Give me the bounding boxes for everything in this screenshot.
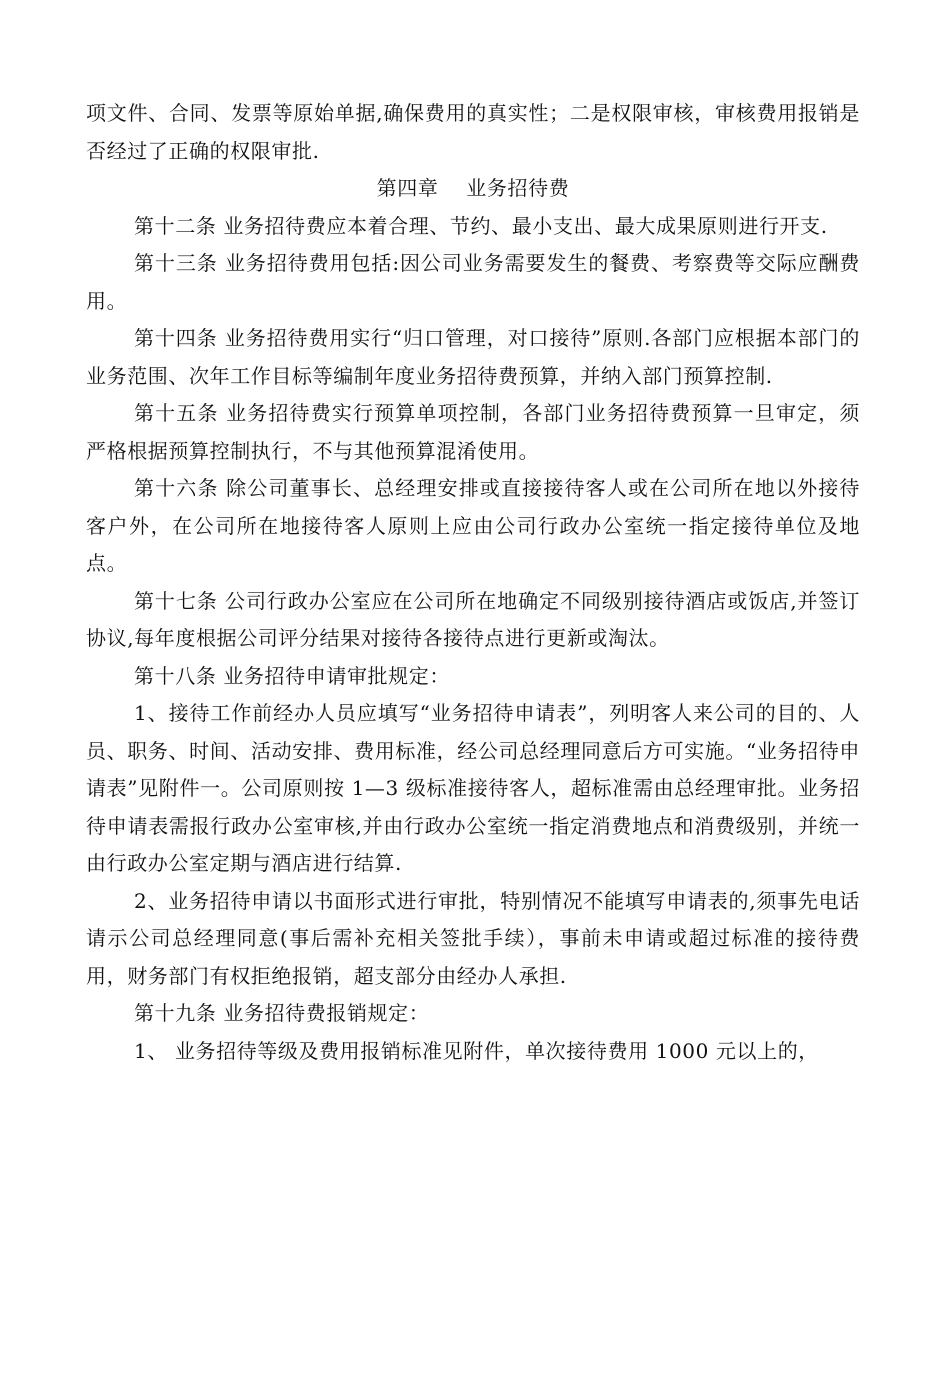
article-19: 第十九条 业务招待费报销规定： (134, 1001, 430, 1025)
chapter-heading: 第四章 业务招待费 (376, 176, 570, 200)
article-19-item-1: 1、 业务招待等级及费用报销标准见附件，单次接待费用 1000 元以上的， (134, 1038, 819, 1063)
article-18-item-1: 1、接待工作前经办人员应填写“业务招待申请表”，列明客人来公司的目的、人员、职务、时间、活动安排、费用标准，经公司总经理同意后方可实施。“业务招待申请表”见附件一。公司原则按 1—3 级标准接待客人，超标准需由总经理审批。业务招待申请表需报行政办公室审核,并由行政办公室统一指定消费地点和消费级别，并统一由行政办公室定期与酒店进行结算. (86, 701, 860, 875)
article-18: 第十八条 业务招待申请审批规定： (134, 663, 450, 688)
article-14: 第十四条 业务招待费用实行“归口管理，对口接待”原则.各部门应根据本部门的业务范围、次年工作目标等编制年度业务招待费预算，并纳入部门预算控制. (86, 326, 860, 388)
article-16: 第十六条 除公司董事长、总经理安排或直接接待客人或在公司所在地以外接待客户外，在公司所在地接待客人原则上应由公司行政办公室统一指定接待单位及地点。 (86, 476, 860, 575)
paragraph-continuation: 项文件、合同、发票等原始单据,确保费用的真实性；二是权限审核，审核费用报销是否经过了正确的权限审批. (86, 101, 860, 163)
article-13: 第十三条 业务招待费用包括:因公司业务需要发生的餐费、考察费等交际应酬费用。 (86, 251, 860, 313)
article-15: 第十五条 业务招待费实行预算单项控制，各部门业务招待费预算一旦审定，须严格根据预算控制执行，不与其他预算混淆使用。 (86, 401, 860, 463)
document-page (86, 95, 860, 1070)
article-12: 第十二条 业务招待费应本着合理、节约、最小支出、最大成果原则进行开支. (134, 213, 828, 238)
article-17: 第十七条 公司行政办公室应在公司所在地确定不同级别接待酒店或饭店,并签订协议,每年度根据公司评分结果对接待各接待点进行更新或淘汰。 (86, 588, 860, 650)
article-18-item-2: 2、业务招待申请以书面形式进行审批，特别情况不能填写申请表的,须事先电话请示公司总经理同意(事后需补充相关签批手续），事前未申请或超过标准的接待费用，财务部门有权拒绝报销，超支部分由经办人承担. (86, 888, 860, 988)
